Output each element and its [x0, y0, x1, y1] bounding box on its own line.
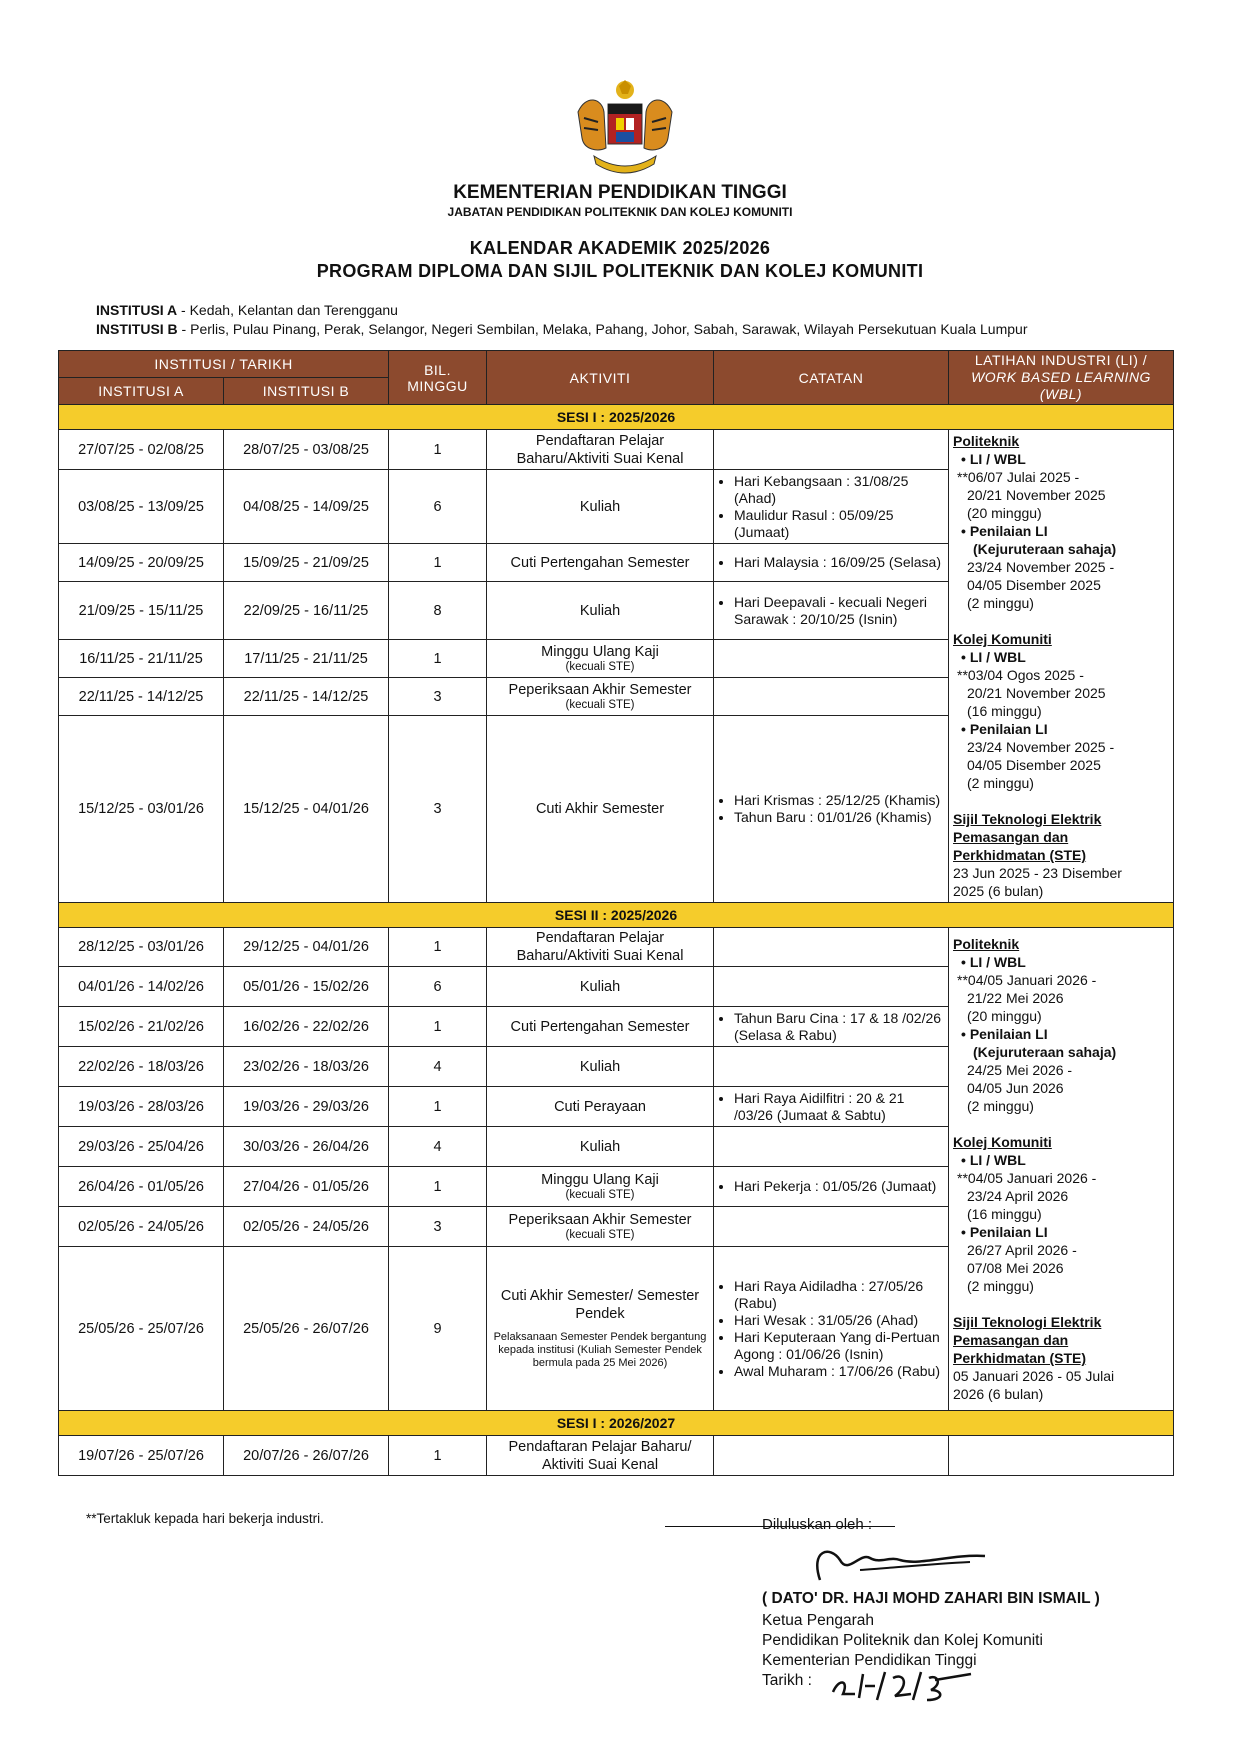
signatory-position: Ketua Pengarah: [762, 1612, 875, 1629]
li-text: **06/07 Julai 2025 -: [957, 469, 1080, 485]
institution-b-line: [96, 321, 1027, 337]
date-a-cell: 21/09/25 - 15/11/25: [59, 582, 224, 640]
notes-cell: [714, 430, 949, 470]
notes-cell: [714, 470, 949, 544]
date-a-cell: 14/09/25 - 20/09/25: [59, 544, 224, 582]
inst-a-header: INSTITUSI A: [59, 378, 224, 405]
note-item: • Hari Keputeraan Yang di-Pertuan Agong : 01/06/26 (Isnin): [734, 1329, 944, 1363]
li-bold-text: (Kejuruteraan sahaja): [973, 1044, 1117, 1060]
calendar-title: KALENDAR AKADEMIK 2025/2026: [469, 238, 771, 258]
activity-cell: Kuliah: [487, 470, 714, 544]
note-item: • Hari Malaysia : 16/09/25 (Selasa): [734, 554, 944, 571]
session-heading: SESI I : 2025/2026: [59, 405, 1174, 430]
signatory-name: ( DATO' DR. HAJI MOHD ZAHARI BIN ISMAIL ): [762, 1590, 1100, 1607]
li-text: (20 minggu): [967, 1008, 1042, 1024]
li-bullet: • LI / WBL: [961, 649, 1026, 665]
activity-cell: Cuti Pertengahan Semester: [487, 544, 714, 582]
li-text: (2 minggu): [967, 1278, 1034, 1294]
date-a-cell: 22/02/26 - 18/03/26: [59, 1047, 224, 1087]
li-text: 23/24 November 2025 -: [967, 559, 1115, 575]
li-wbl-header: [949, 351, 1174, 405]
date-b-cell: 05/01/26 - 15/02/26: [224, 967, 389, 1007]
li-text: **03/04 Ogos 2025 -: [957, 667, 1084, 683]
weeks-cell: 9: [389, 1247, 487, 1411]
weeks-cell: 1: [389, 1007, 487, 1047]
li-header-line1: LATIHAN INDUSTRI (LI) /: [974, 352, 1148, 368]
date-a-cell: 22/11/25 - 14/12/25: [59, 678, 224, 716]
notes-cell: [714, 1207, 949, 1247]
weeks-cell: 1: [389, 1436, 487, 1476]
notes-cell: [714, 716, 949, 903]
academic-calendar-table: [58, 350, 1174, 1476]
notes-cell: [714, 1436, 949, 1476]
li-text: 23/24 November 2025 -: [967, 739, 1115, 755]
li-heading: Perkhidmatan (STE): [953, 1350, 1087, 1366]
activity-cell: Cuti Akhir Semester/ Semester Pendek Pelaksanaan Semester Pendek bergantung kepada institusi (Kuliah Semester Pendek bermula pada 25 Mei 2026): [487, 1247, 714, 1411]
date-b-cell: 20/07/26 - 26/07/26: [224, 1436, 389, 1476]
li-text: 23 Jun 2025 - 23 Disember: [953, 865, 1122, 881]
date-a-cell: 26/04/26 - 01/05/26: [59, 1167, 224, 1207]
li-bullet: • Penilaian LI: [961, 721, 1048, 737]
note-item: • Hari Pekerja : 01/05/26 (Jumaat): [734, 1178, 944, 1195]
institution-b-label: INSTITUSI B: [96, 321, 178, 337]
activity-cell: Cuti Perayaan: [487, 1087, 714, 1127]
li-text: 20/21 November 2025: [967, 685, 1106, 701]
date-label: Tarikh :: [762, 1672, 812, 1689]
activity-cell: Peperiksaan Akhir Semester (kecuali STE): [487, 678, 714, 716]
li-text: (2 minggu): [967, 1098, 1034, 1114]
li-bullet: • LI / WBL: [961, 1152, 1026, 1168]
weeks-cell: 1: [389, 1087, 487, 1127]
weeks-cell: 8: [389, 582, 487, 640]
date-a-cell: 04/01/26 - 14/02/26: [59, 967, 224, 1007]
date-b-cell: 22/09/25 - 16/11/25: [224, 582, 389, 640]
note-item: • Hari Kebangsaan : 31/08/25 (Ahad): [734, 473, 944, 507]
li-heading: Pemasangan dan: [953, 829, 1069, 845]
li-text: (16 minggu): [967, 703, 1042, 719]
date-b-cell: 25/05/26 - 26/07/26: [224, 1247, 389, 1411]
date-a-cell: 19/03/26 - 28/03/26: [59, 1087, 224, 1127]
li-text: 26/27 April 2026 -: [967, 1242, 1077, 1258]
handwritten-date-icon: [825, 1664, 975, 1704]
li-bold-text: (Kejuruteraan sahaja): [973, 541, 1117, 557]
department-name: JABATAN PENDIDIKAN POLITEKNIK DAN KOLEJ KOMUNITI: [447, 205, 793, 219]
date-a-cell: 29/03/26 - 25/04/26: [59, 1127, 224, 1167]
date-a-cell: 28/12/25 - 03/01/26: [59, 928, 224, 967]
date-b-cell: 30/03/26 - 26/04/26: [224, 1127, 389, 1167]
footnote: **Tertakluk kepada hari bekerja industri.: [86, 1511, 324, 1526]
calendar-subtitle: PROGRAM DIPLOMA DAN SIJIL POLITEKNIK DAN KOLEJ KOMUNITI: [316, 261, 924, 281]
weeks-cell: 6: [389, 470, 487, 544]
activity-cell: Cuti Pertengahan Semester: [487, 1007, 714, 1047]
activity-cell: Kuliah: [487, 1127, 714, 1167]
notes-cell: [714, 1007, 949, 1047]
ministry-name: KEMENTERIAN PENDIDIKAN TINGGI: [453, 182, 787, 203]
activity-cell: Pendaftaran Pelajar Baharu/Aktiviti Suai Kenal: [487, 430, 714, 470]
li-wbl-cell-s2: [949, 928, 1174, 1411]
activity-cell: Kuliah: [487, 582, 714, 640]
li-text: 2025 (6 bulan): [953, 883, 1044, 899]
note-item: • Hari Krismas : 25/12/25 (Khamis): [734, 792, 944, 809]
notes-cell: [714, 544, 949, 582]
date-b-cell: 28/07/25 - 03/08/25: [224, 430, 389, 470]
li-heading: Kolej Komuniti: [953, 1134, 1052, 1150]
coat-of-arms-icon: [570, 78, 680, 180]
weeks-cell: 1: [389, 430, 487, 470]
li-text: 04/05 Disember 2025: [967, 577, 1101, 593]
li-text: 20/21 November 2025: [967, 487, 1106, 503]
notes-cell: [714, 1247, 949, 1411]
li-heading: Politeknik: [953, 936, 1020, 952]
li-bullet: • LI / WBL: [961, 451, 1026, 467]
activity-cell: Pendaftaran Pelajar Baharu/ Aktiviti Suai Kenal: [487, 1436, 714, 1476]
date-a-cell: 27/07/25 - 02/08/25: [59, 430, 224, 470]
date-b-cell: 04/08/25 - 14/09/25: [224, 470, 389, 544]
date-a-cell: 19/07/26 - 25/07/26: [59, 1436, 224, 1476]
li-heading: Sijil Teknologi Elektrik: [953, 811, 1102, 827]
session-heading: SESI I : 2026/2027: [59, 1411, 1174, 1436]
date-b-cell: 23/02/26 - 18/03/26: [224, 1047, 389, 1087]
approved-by-label: Diluluskan oleh :: [762, 1516, 873, 1533]
institution-a-label: INSTITUSI A: [96, 302, 178, 318]
institution-a-states: - Kedah, Kelantan dan Terengganu: [177, 302, 398, 318]
notes-cell: [714, 1127, 949, 1167]
li-text: 21/22 Mei 2026: [967, 990, 1064, 1006]
table-row: [59, 430, 1174, 470]
table-row: [59, 1436, 1174, 1476]
weeks-cell: 3: [389, 1207, 487, 1247]
activity-cell: Minggu Ulang Kaji (kecuali STE): [487, 640, 714, 678]
notes-header: CATATAN: [714, 351, 949, 405]
li-text: (2 minggu): [967, 595, 1034, 611]
date-b-cell: 16/02/26 - 22/02/26: [224, 1007, 389, 1047]
date-b-cell: 17/11/25 - 21/11/25: [224, 640, 389, 678]
li-bullet: • LI / WBL: [961, 954, 1026, 970]
li-text: 04/05 Jun 2026: [967, 1080, 1064, 1096]
weeks-cell: 4: [389, 1127, 487, 1167]
weeks-cell: 1: [389, 640, 487, 678]
li-heading: Perkhidmatan (STE): [953, 847, 1087, 863]
activity-header: AKTIVITI: [487, 351, 714, 405]
li-wbl-cell-s1: [949, 430, 1174, 903]
li-heading: Pemasangan dan: [953, 1332, 1069, 1348]
note-item: • Hari Raya Aidilfitri : 20 & 21 /03/26 (Jumaat & Sabtu): [734, 1090, 944, 1124]
signatory-ministry: Kementerian Pendidikan Tinggi: [762, 1652, 977, 1669]
notes-cell: [714, 928, 949, 967]
date-b-cell: 19/03/26 - 29/03/26: [224, 1087, 389, 1127]
li-header-line2: WORK BASED LEARNING (WBL): [971, 369, 1151, 402]
notes-cell: [714, 1087, 949, 1127]
li-text: **04/05 Januari 2026 -: [957, 972, 1097, 988]
note-item: • Hari Wesak : 31/05/26 (Ahad): [734, 1312, 944, 1329]
date-a-cell: 15/12/25 - 03/01/26: [59, 716, 224, 903]
weeks-cell: 3: [389, 716, 487, 903]
li-text: 2026 (6 bulan): [953, 1386, 1044, 1402]
weeks-cell: 1: [389, 544, 487, 582]
weeks-cell: 6: [389, 967, 487, 1007]
note-item: • Hari Deepavali - kecuali Negeri Sarawak : 20/10/25 (Isnin): [734, 594, 944, 628]
notes-cell: [714, 582, 949, 640]
li-text: 23/24 April 2026: [967, 1188, 1069, 1204]
signatory-division: Pendidikan Politeknik dan Kolej Komuniti: [762, 1632, 1043, 1649]
weeks-cell: 1: [389, 928, 487, 967]
date-b-cell: 29/12/25 - 04/01/26: [224, 928, 389, 967]
institution-a-line: [96, 302, 398, 318]
activity-cell: Kuliah: [487, 967, 714, 1007]
note-item: • Hari Raya Aidiladha : 27/05/26 (Rabu): [734, 1278, 944, 1312]
activity-cell: Minggu Ulang Kaji (kecuali STE): [487, 1167, 714, 1207]
weeks-cell: 1: [389, 1167, 487, 1207]
session-heading: SESI II : 2025/2026: [59, 903, 1174, 928]
li-text: 05 Januari 2026 - 05 Julai: [953, 1368, 1115, 1384]
notes-cell: [714, 1047, 949, 1087]
li-text: 07/08 Mei 2026: [967, 1260, 1064, 1276]
li-text: (2 minggu): [967, 775, 1034, 791]
li-text: 24/25 Mei 2026 -: [967, 1062, 1073, 1078]
table-row: [59, 928, 1174, 967]
inst-date-header: INSTITUSI / TARIKH: [59, 351, 389, 378]
date-b-cell: 02/05/26 - 24/05/26: [224, 1207, 389, 1247]
date-b-cell: 27/04/26 - 01/05/26: [224, 1167, 389, 1207]
activity-cell: Cuti Akhir Semester: [487, 716, 714, 903]
institution-b-states: - Perlis, Pulau Pinang, Perak, Selangor, Negeri Sembilan, Melaka, Pahang, Johor, Sabah, Sarawak, Wilayah Persekutuan Kuala Lumpur: [177, 321, 1028, 337]
activity-cell: Kuliah: [487, 1047, 714, 1087]
date-a-cell: 15/02/26 - 21/02/26: [59, 1007, 224, 1047]
li-heading: Sijil Teknologi Elektrik: [953, 1314, 1102, 1330]
notes-cell: [714, 967, 949, 1007]
date-b-cell: 22/11/25 - 14/12/25: [224, 678, 389, 716]
note-item: • Tahun Baru : 01/01/26 (Khamis): [734, 809, 944, 826]
li-heading: Kolej Komuniti: [953, 631, 1052, 647]
li-text: 04/05 Disember 2025: [967, 757, 1101, 773]
li-bullet: • Penilaian LI: [961, 1224, 1048, 1240]
li-bullet: • Penilaian LI: [961, 1026, 1048, 1042]
note-item: • Awal Muharam : 17/06/26 (Rabu): [734, 1363, 944, 1380]
weeks-header: BIL. MINGGU: [389, 351, 487, 405]
inst-b-header: INSTITUSI B: [224, 378, 389, 405]
date-a-cell: 25/05/26 - 25/07/26: [59, 1247, 224, 1411]
notes-cell: [714, 640, 949, 678]
note-item: • Maulidur Rasul : 05/09/25 (Jumaat): [734, 507, 944, 541]
li-text: **04/05 Januari 2026 -: [957, 1170, 1097, 1186]
date-a-cell: 02/05/26 - 24/05/26: [59, 1207, 224, 1247]
weeks-cell: 3: [389, 678, 487, 716]
date-a-cell: 16/11/25 - 21/11/25: [59, 640, 224, 678]
date-b-cell: 15/12/25 - 04/01/26: [224, 716, 389, 903]
notes-cell: [714, 678, 949, 716]
li-text: (16 minggu): [967, 1206, 1042, 1222]
li-bullet: • Penilaian LI: [961, 523, 1048, 539]
weeks-cell: 4: [389, 1047, 487, 1087]
note-item: • Tahun Baru Cina : 17 & 18 /02/26 (Selasa & Rabu): [734, 1010, 944, 1044]
activity-cell: Pendaftaran Pelajar Baharu/Aktiviti Suai Kenal: [487, 928, 714, 967]
date-b-cell: 15/09/25 - 21/09/25: [224, 544, 389, 582]
li-wbl-cell-s3: [949, 1436, 1174, 1476]
date-a-cell: 03/08/25 - 13/09/25: [59, 470, 224, 544]
activity-cell: Peperiksaan Akhir Semester (kecuali STE): [487, 1207, 714, 1247]
notes-cell: [714, 1167, 949, 1207]
li-heading: Politeknik: [953, 433, 1020, 449]
li-text: (20 minggu): [967, 505, 1042, 521]
signature-icon: [800, 1540, 990, 1590]
